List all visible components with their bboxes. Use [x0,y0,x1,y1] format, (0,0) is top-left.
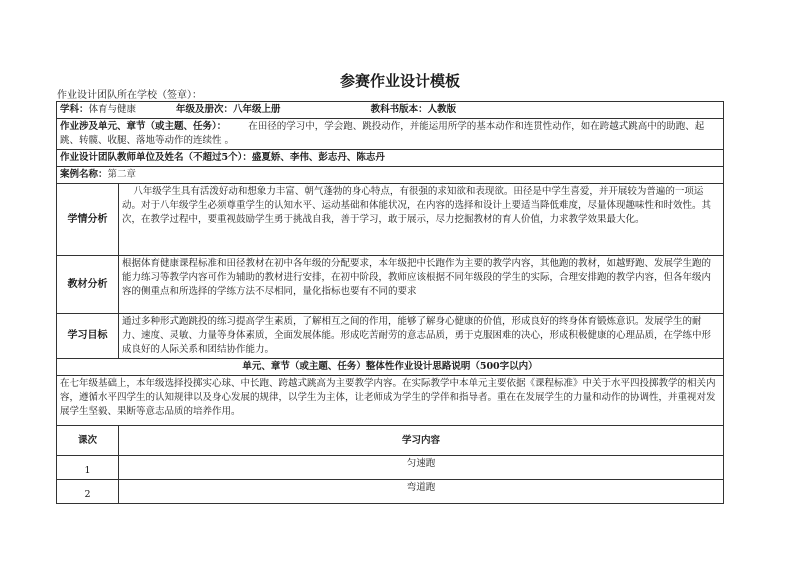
textbook-label: 教科书版本： [370,104,428,115]
section-label-learning: 学情分析 [57,184,119,256]
grade-value: 八年级上册 [233,104,281,115]
section-row-learning [57,184,724,256]
unit-label: 作业涉及单元、章节（或主题、任务）： [60,121,227,132]
section-label-goals: 学习目标 [57,314,119,359]
section-row-goals [57,314,724,359]
lesson-content: 弯道跑 [119,480,724,504]
assignment-form-table [56,101,724,504]
unit-text: 在田径的学习中，学会跑、跳投动作，并能运用所学的基本动作和连贯性动作，如在跨越式跳高中的助跑、起跳、转髋、收腿、落地等动作的连续性 。 [60,121,705,146]
subject-row [57,102,724,119]
page-title: 参赛作业设计模板 [339,72,460,90]
subject-value: 体育与健康 [88,104,137,115]
subject-cell [57,102,724,119]
grade-label: 年级及册次： [176,104,234,115]
unit-cell [57,119,724,150]
table-row [57,456,724,480]
section-text-goals: 通过多种形式跑跳投的练习提高学生素质，了解相互之间的作用，能够了解身心健康的价值，形成良好的终身体育锻炼意识。发展学生的耐力、速度、灵敏、力量等身体素质，全面发展体能。形成吃苦耐劳的意志品质，勇于克服困难的决心，形成积极健康的心理品质，在学练中形成良好的人际关系和团结协作能力。 [119,314,724,359]
lesson-number-header: 课次 [57,426,119,456]
lesson-content-header: 学习内容 [119,426,724,456]
overview-text: 在七年级基础上，本年级选择投掷实心球、中长跑、跨越式跳高为主要教学内容。在实际教学中本单元主要依据《课程标准》中关于水平四投掷教学的相关内容，遵循水平四学生的认知规律以及身心发展的规律，以学生为主体，让老师成为学生的学伴和指导者。重在在发展学生的力量和动作的协调性，并重视对发展学生坚毅、果断等意志品质的培养作用。 [57,376,724,426]
overview-heading: 单元、章节（或主题、任务）整体性作业设计思路说明（500字以内） [57,359,724,376]
section-text-learning: 八年级学生具有活泼好动和想象力丰富、朝气蓬勃的身心特点，有很强的求知欲和表现欲。田径是中学生喜爱，并开展较为普遍的一项运动。对于八年级学生必须尊重学生的认知水平、运动基础和体能状况，在内容的选择和设计上要适当降低难度，尽量体现趣味性和时效性。其次，在教学过程中，要重视鼓励学生勇于挑战自我，善于学习，敢于展示，尽力挖掘教材的育人价值，力求教学效果最大化。 [119,184,724,256]
case-row [57,167,724,184]
overview-heading-row [57,359,724,376]
section-label-textbook: 教材分析 [57,256,119,314]
school-signature-line: 作业设计团队所在学校（签章）： [57,90,202,101]
lesson-number: 1 [57,456,119,480]
table-row [57,480,724,504]
section-row-textbook [57,256,724,314]
team-row [57,150,724,167]
textbook-value: 人教版 [427,104,457,115]
case-cell [57,167,724,184]
lessons-header-row [57,426,724,456]
lesson-number: 2 [57,480,119,504]
team-label: 作业设计团队教师单位及姓名（不超过5个）： [60,152,252,163]
subject-label: 学科： [60,104,89,115]
overview-text-row [57,376,724,426]
team-value: 盛夏娇、李伟、彭志丹、陈志丹 [251,152,385,163]
team-cell [57,150,724,167]
case-label: 案例名称： [60,169,108,180]
unit-row [57,119,724,150]
section-text-textbook: 根据体育健康课程标准和田径教材在初中各年级的分配要求，本年级把中长跑作为主要的教学内容，其他跑的教材，如越野跑、发展学生跑的能力练习等教学内容可作为辅助的教材进行安排，在初中阶段，教师应该根据不同年级段的学生的实际，合理安排跑的教学内容，但各年级内容的侧重点和所选择的学练方法不尽相同，量化指标也要有不同的要求 [119,256,724,314]
lesson-content: 匀速跑 [119,456,724,480]
case-value: 第二章 [107,169,137,180]
